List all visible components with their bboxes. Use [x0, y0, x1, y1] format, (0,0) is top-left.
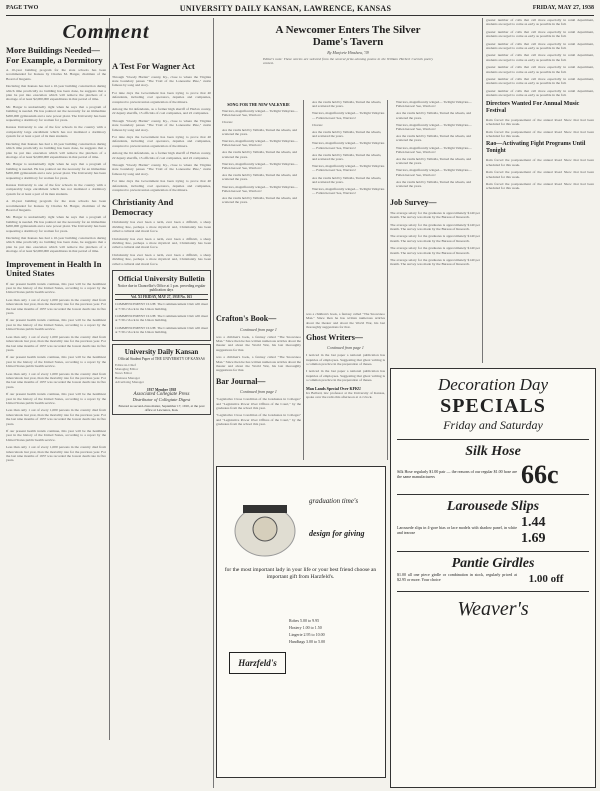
article-text: If our present health trends continue, this year will be the healthiest year in the history of the United States, according to a report by the United States public health service. — [6, 429, 106, 442]
continued-note: Continued from page 1 — [240, 389, 277, 395]
hose-section — [397, 439, 589, 490]
article-text: A 10-year building program for the state schools has been recommended for Kansas by Charles M. Harger, chairman of the Board of Regents. — [6, 68, 106, 81]
article-text: greater number of calls that call more especially in retail department, students are urged to come as early as possible in the fall. — [486, 29, 594, 39]
article-text: Kansas University is one of the few schools in the country with a comparably large enrollment which has not instituted a dormitory system for at least a part of its men students. — [6, 182, 106, 196]
ghost-column — [306, 312, 385, 462]
headline-christianity: Christianity And Democracy — [112, 197, 174, 217]
poem-verse: Are the vaults held by Valhalla, Turned the wheels, and scattered the years. — [396, 134, 471, 143]
headline-job-survey: Job Survey— — [390, 198, 437, 208]
hose-price: 66c — [521, 460, 559, 489]
article-text: "Legislative Close Condition of the Graduates in Colleges" and "Legislative Power Over Offices of the Court," by the graduates from the school this year. — [216, 413, 301, 427]
song-title: SONG FOR THE NEW VALKYRIE — [227, 102, 290, 107]
article-text: Kansas University is one of the few schools in the country with a comparably large enrollment which has not instituted a dormitory system for at least a part of its men students. — [6, 125, 106, 139]
poem-verse: Are the vaults held by Valhalla, Turned the wheels, and scattered the years. — [312, 152, 382, 162]
article-text: greater number of calls that call more especially in retail department, students are urged to come as early as possible in the fall. — [486, 65, 594, 74]
harz-item: Lingerie 2.95 to 10.00 — [289, 632, 325, 637]
poem-verse: Are the vaults held by Valhalla, Turned the wheels, and scattered the years. — [222, 173, 297, 182]
masthead-line: UNIVERSITY DAILY KANSAN, LAWRENCE, KANSAS — [179, 3, 392, 13]
bulletin-text: COMMENCEMENT CLUB: The Commencement Club will meet at 7:30 o'clock in the Union building. — [115, 313, 209, 323]
staff-line: Managing Editor — [115, 366, 139, 371]
page-date: FRIDAY, MAY 27, 1938 — [532, 5, 594, 11]
headline-rao: Rao—Activating Fight Programs Until Tonight — [486, 141, 586, 155]
article-text: Mr. Harger is undoubtedly right when he says that a program of building is needed. He has pointed out the necessity for an immediate $200,000 gymnasium and a new power plant. The University has been requesting a dormitory for women for years. — [6, 162, 106, 180]
staff-line: News Editor — [115, 371, 133, 376]
column-2 — [112, 60, 211, 785]
harz-items — [289, 617, 379, 645]
article-text: A 10-year building program for the state schools has been recommended for Kansas by Charles M. Harger, chairman of the Board of Regents. — [6, 199, 106, 212]
article-text: Less than only 1 out of every 1,000 persons in the country died from tuberculosis last year, than the mortality rate for the previous year. For the last nine months of 1937 was recorded the lowest death rate in five years. — [6, 445, 106, 463]
article-text: was a children's book, a fantasy called "The Snowsnoo Man." Since then he has written numerous articles about the theater and about the World War, his last thoroughly suggestions for that. — [306, 312, 385, 330]
poem-column-b — [306, 100, 385, 310]
slips-section — [397, 494, 589, 547]
article-text: Christianity has ever been a term, ever been a difficult, a sharp dividing line, perhaps a more mystical and, Christianity has been called a cultural and moral force. — [112, 252, 211, 266]
weaver-line-2: SPECIALS — [440, 395, 546, 417]
harz-logo: Harzfeld's — [229, 652, 286, 674]
article-text: Through "bloody Harlan" county, Ky., close to where the Virginia state boundary passes "The Trail of the Lonesome Pine," rustle famous by song and story. — [112, 118, 211, 132]
bulletin-volume: Vol. XI FRIDAY, MAY 27, 1938 No. 163 — [115, 294, 208, 300]
poem-verse: Warriors, magnificently winged— Twilight Valkyries— Fallen heroes! See, Warriors! — [222, 109, 298, 118]
poem-chorus: Chorus: — [222, 120, 233, 125]
weaver-line-1: Decoration Day — [437, 375, 548, 394]
article-text: Less than only 1 out of every 1,000 persons in the country died from tuberculosis last year, than the mortality rate for the previous year. For the last nine months of 1937 was recorded the lowest death rate in five years. — [6, 408, 106, 426]
slips-title: Larousede Slips — [446, 499, 540, 514]
bulletin-text: COMMENCEMENT CLUB: The Commencement Club will meet at 7:30 o'clock in the Union building. — [115, 325, 209, 335]
subhead-kfku: Man Lands Special Over KFKU — [306, 385, 362, 391]
poem-verse: Warriors, magnificently winged— Twilight Valkyries— Fallen heroes! See, Warriors! — [222, 139, 298, 148]
distributor-line: Distributor of Collegiate Digest — [132, 396, 191, 402]
article-text: For nine days the Government has been trying to prove that 40 defendants, including coal operators, deputies and companies, conspired to prevent union organization of the miners. — [112, 179, 211, 193]
article-text: greater number of calls that call more especially in retail department, students are urged to come as early as possible in the fall. — [486, 88, 594, 98]
poem-verse: Are the vaults held by Valhalla, Turned the wheels, and scattered the years. — [396, 157, 471, 166]
article-text: The average salary for the graduates is approximately $140 per month. The survey was made by the Bureau of Research. — [390, 258, 480, 267]
headline-ghost-writers: Ghost Writers— — [306, 332, 363, 342]
slips-desc: Larousede slips in 4-gore bias or lace models with shadow panel, in white and tearose — [397, 524, 517, 535]
headline-bar-journal: Bar Journal— — [216, 376, 266, 386]
article-text: The average salary for the graduates is approximately $140 per month. The survey was made by the Bureau of Research. — [390, 246, 480, 255]
weaver-logo: Weaver's — [397, 591, 589, 621]
harz-top-line: graduation time's — [309, 497, 359, 505]
article-text: Rain forced the postponement of the annual Road Show that had been scheduled for this week. — [486, 170, 594, 179]
article-text: Mr. Harger is undoubtedly right when he says that a program of building is needed. He has pointed out the necessity for an immediate $200,000 gymnasium and a new power plant. The University has been requesting a dormitory for women for years. — [6, 104, 106, 123]
article-text: Through "bloody Harlan" county, Ky., close to where the Virginia state boundary passes "The Trail of the Lonesome Pine," rustle famous by song and story. — [112, 74, 211, 88]
article-text: was a children's book, a fantasy called "The Snowsnoo Man." Since then he has written numerous articles about the theater and about the World War, his last thoroughly suggestions for that. — [216, 355, 301, 373]
article-text: For nine days the Government has been trying to prove that 40 defendants, including coal operators, deputies and companies, conspired to prevent union organization of the miners. — [112, 134, 211, 148]
article-text: Declaring that Kansas has had a 10-year building construction during which time practically no building has been done, he suggests that a plan be put into execution which will remove the pinchers of a shortage of at least $2,000,000 expenditures in that period of time. — [6, 236, 106, 254]
column-5 — [486, 18, 594, 363]
article-text: If our present health trends continue, this year will be the healthiest year in the history of the United States, according to a report by the United States public health service. — [6, 355, 106, 369]
poem-verse: Warriors, magnificently winged— Twilight Valkyries— Fallen heroes! See, Warriors! — [222, 161, 298, 171]
column-divider — [303, 100, 304, 460]
article-text: If our present health trends continue, this year will be the healthiest year in the history of the United States, according to a report by the United States public health service. — [6, 392, 106, 405]
graduate-illustration — [225, 491, 305, 561]
article-text: Among the 64 defendants, as a former high sheriff of Harlan county, 22 deputy sheriffs, 15 officials of coal companies, and 22 companies. — [112, 151, 211, 160]
intro-note: Editor's note: These stories are selected from the several prize-winning poems in the William Herbert Carruth poetry contest. — [263, 57, 433, 66]
article-text: If our present health trends continue, this year will be the healthiest year in the history of the United States, according to a report by the United States public health service. — [6, 281, 106, 295]
article-text: The average salary for the graduates is approximately $140 per month. The survey was made by the Bureau of Research. — [390, 210, 480, 220]
header-rule — [6, 15, 594, 16]
poem-column-a — [216, 100, 301, 310]
column-divider — [387, 100, 388, 460]
staff-list — [115, 363, 208, 385]
article-text: Rain forced the postponement of the annual Road Show that had been scheduled for this week. — [486, 158, 594, 167]
article-text: greater number of calls that call more especially in retail department, students are urged to come as early as possible in the fall. — [486, 18, 594, 27]
article-text: greater number of calls that call more especially in retail department, students are urged to come as early as possible in the fall. — [486, 53, 594, 62]
staff-line: Advertising Manager — [115, 380, 144, 385]
harzfeld-ad — [216, 466, 386, 778]
poem-verse: Warriors, magnificently winged— Twilight Valkyries— Fallen heroes! See, Warriors! — [396, 145, 472, 154]
bulletin-subtitle: Notice due in Chancellor's Office at 1 p.m. preceding regular publication days — [117, 284, 206, 293]
weavers-ad — [390, 368, 596, 788]
article-text: Through "bloody Harlan" county, Ky., close to where the Virginia state boundary passes "The Trail of the Lonesome Pine," rustle famous by song and story. — [112, 163, 211, 176]
crafton-column — [216, 312, 301, 462]
article-text: was a children's book, a fantasy called "The Snowsnoo Man." Since then he has written numerous articles about the theater and about the World War, his last thoroughly suggestions for that. — [216, 334, 301, 352]
headline-crafton: Crafton's Book— — [216, 314, 277, 323]
staff-line: Business Manager — [115, 375, 140, 380]
byline: By Marjorie Hinshaw, '39 — [327, 50, 369, 55]
poem-verse: Warriors, magnificently winged— Twilight Valkyries— Fallen heroes! See, Warriors! — [312, 164, 385, 173]
headline-newcomer: A Newcomer Enters The Silver Dame's Tavern — [275, 24, 421, 48]
headline-health: Improvement in Health In United States — [6, 258, 102, 279]
girdles-desc: $1.00 all one piece girdle or combination in stock, regularly priced at $2.95 or more. Your choice — [397, 572, 517, 582]
article-text: Christianity has ever been a term, ever been a difficult, a sharp dividing line, perhaps a more mystical and, Christianity has been called a cultural and moral force. — [112, 236, 211, 250]
poem-chorus: Chorus: — [312, 122, 323, 127]
column-divider — [109, 18, 110, 740]
article-text: Rain forced the postponement of the annual Road Show that had been scheduled for this week. — [486, 181, 594, 191]
poem-verse: Warriors, magnificently winged— Twilight Valkyries— Fallen heroes! See, Warriors! — [312, 141, 385, 150]
poem-verse: Warriors, magnificently winged— Twilight Valkyries— Fallen heroes! See, Warriors! — [312, 111, 385, 120]
harz-tagline: design for giving — [309, 529, 365, 538]
poem-verse: Are the vaults held by Valhalla, Turned the wheels, and scattered the years. — [222, 196, 297, 205]
poem-verse: Warriors, magnificently winged— Twilight Valkyries— Fallen heroes! See, Warriors! — [396, 168, 472, 177]
article-text: greater number of calls that call more especially in retail department, students are urged to come as early as possible in the fall. — [486, 77, 594, 86]
article-text: If our present health trends continue, this year will be the healthiest year in the history of the United States, according to a report by the United States public health service. — [6, 318, 106, 332]
poem-verse: Warriors, magnificently winged— Twilight Valkyries— Fallen heroes! See, Warriors! — [222, 184, 298, 193]
article-text: Rain forced the postponement of the annual Road Show that had been scheduled for this week. — [486, 117, 594, 127]
harz-item: Robes 5.00 to 9.95 — [289, 618, 320, 623]
harz-body: for the most important lady in your life or your best friend choose an important gift from Harzfeld's. — [224, 567, 377, 580]
article-text: I noticed in the last paper a national publication has inquiries of employees. Suggesting that ghost writing is a common practice in the preparation of theses. — [306, 369, 385, 383]
poem-verse: Are the vaults held by Valhalla, Turned the wheels, and scattered the years. — [222, 150, 297, 159]
masthead-box — [112, 344, 211, 415]
member-line: 1937 Member 1938 — [146, 387, 177, 392]
bulletin-title: Official University Bulletin — [118, 274, 205, 284]
slips-price-1: 1.44 — [521, 515, 546, 530]
hose-title: Silk Hose — [465, 444, 521, 459]
article-text: Among the 64 defendants, as a former high sheriff of Harlan county, 22 deputy sheriffs, 15 officials of coal companies, and 22 companies. — [112, 106, 211, 116]
article-text: Mr. Harger is undoubtedly right when he says that a program of building is needed. He has pointed out the necessity for an immediate $200,000 gymnasium and a new power plant. The University has been requesting a dormitory for women for years. — [6, 215, 106, 233]
article-text: Declaring that Kansas has had a 10-year building construction during which time practically no building has been done, he suggests that a plan be put into execution which will remove the pinchers of a shortage of at least $2,000,000 expenditures in that period of time. — [6, 141, 106, 159]
article-text: Less than only 1 out of every 1,000 persons in the country died from tuberculosis last year, than the mortality rate for the previous year. For the last nine months of 1937 was recorded the lowest death rate in five years. — [6, 371, 106, 389]
page-label: PAGE TWO — [6, 5, 39, 11]
article-text: Less than only 1 out of every 1,000 persons in the country died from tuberculosis last year, than the mortality rate for the previous year. For the last nine months of 1937 was recorded the lowest death rate in five years. — [6, 334, 106, 352]
slips-price-2: 1.69 — [521, 531, 546, 546]
harz-item: Handbags 3.00 to 5.00 — [289, 639, 326, 644]
article-text: The average salary for the graduates is approximately $140 per month. The survey was made by the Bureau of Research. — [390, 234, 480, 243]
headline-buildings: More Buildings Needed—For Example, a Dormitory — [6, 45, 103, 65]
article-text: greater number of calls that call more especially in retail department, students are urged to come as early as possible in the fall. — [486, 41, 594, 51]
weaver-line-3: Friday and Saturday — [443, 418, 543, 432]
poem-verse: Are the vaults held by Valhalla, Turned the wheels, and scattered the years. — [222, 127, 297, 136]
poem-verse: Warriors, magnificently winged— Twilight Valkyries— Fallen heroes! See, Warriors! — [312, 187, 385, 196]
column-divider — [213, 18, 214, 788]
article-text: Christianity has ever been a term, ever been a difficult, a sharp dividing line, perhaps a more mystical and, Christianity has been called a cultural and moral force. — [112, 220, 211, 234]
article-text: Ira Ballard, law professor at the University of Kansas, spoke over the radio this afternoon at 4 o'clock. — [306, 390, 385, 399]
masthead-subtitle: Official Student Paper of THE UNIVERSITY OF KANSAS — [118, 356, 205, 361]
masthead-footer: Entered as second-class matter, September 17, 1910, at the post office at Lawrence, Kan. — [118, 403, 205, 412]
staff-line: Editor-in-Chief — [115, 362, 136, 367]
associated-press: Associated Collegiate Press — [133, 391, 190, 397]
continued-note: Continued from page 1 — [240, 326, 277, 332]
poem-verse: Are the vaults held by Valhalla, Turned the wheels, and scattered the years. — [396, 179, 471, 189]
headline-directors: Directors Wanted For Annual Music Festival — [486, 100, 580, 114]
bulletin-text: COMMENCEMENT CLUB: The Commencement Club will meet at 7:30 o'clock in the Union building. — [115, 302, 209, 311]
masthead-title: University Daily Kansan — [124, 347, 199, 356]
poem-verse: Are the vaults held by Valhalla, Turned the wheels, and scattered the years. — [312, 100, 382, 109]
girdles-section — [397, 551, 589, 585]
poem-verse: Warriors, magnificently winged— Twilight Valkyries— Fallen heroes! See, Warriors! — [396, 122, 472, 132]
headline-test: A Test For Wagner Act — [112, 61, 195, 71]
article-text: Rain forced the postponement of the annual Road Show that had been scheduled for this week. — [486, 129, 594, 138]
comment-title: Comment — [62, 21, 150, 43]
official-bulletin — [112, 270, 211, 340]
harz-item: Hosiery 1.00 to 1.50 — [289, 625, 322, 630]
hose-desc: Silk Hose regularly $1.00 pair — the reasons of our regular $1.00 hose are the same manufacturers — [397, 468, 517, 479]
article-text: For nine days the Government has been trying to prove that 40 defendants, including coal operators, deputies and companies, conspired to prevent union organization of the miners. — [112, 90, 211, 104]
poem-verse: Are the vaults held by Valhalla, Turned the wheels, and scattered the years. — [312, 175, 382, 184]
newcomer-header — [216, 18, 480, 98]
article-text: "Legislative Close Condition of the Graduates in Colleges" and "Legislative Power Over Offices of the Court," by the graduates from the school this year. — [216, 397, 301, 411]
page-header — [6, 2, 594, 14]
girdles-title: Pantie Girdles — [451, 556, 535, 571]
article-text: The average salary for the graduates is approximately $140 per month. The survey was made by the Bureau of Research. — [390, 222, 480, 231]
article-text: Less than only 1 out of every 1,000 persons in the country died from tuberculosis last year, than the mortality rate for the previous year. For the last nine months of 1937 was recorded the lowest death rate in five years. — [6, 297, 106, 316]
poem-verse: Warriors, magnificently winged— Twilight Valkyries— Fallen heroes! See, Warriors! — [396, 100, 472, 109]
continued-note: Continued from page 1 — [327, 345, 364, 351]
article-text: Declaring that Kansas has had a 10-year building construction during which time practically no building has been done, he suggests that a plan be put into execution which will remove the pinchers of a shortage of at least $2,000,000 expenditures in that period of time. — [6, 84, 106, 102]
column-divider — [482, 18, 483, 363]
article-text: I noticed in the last paper a national publication has inquiries of employees. Suggesting that ghost writing is a common practice in the preparation of theses. — [306, 353, 385, 366]
poem-verse: Are the vaults held by Valhalla, Turned the wheels, and scattered the years. — [312, 130, 382, 139]
girdles-price: 1.00 off — [528, 572, 564, 585]
poem-verse: Are the vaults held by Valhalla, Turned the wheels, and scattered the years. — [396, 111, 471, 120]
